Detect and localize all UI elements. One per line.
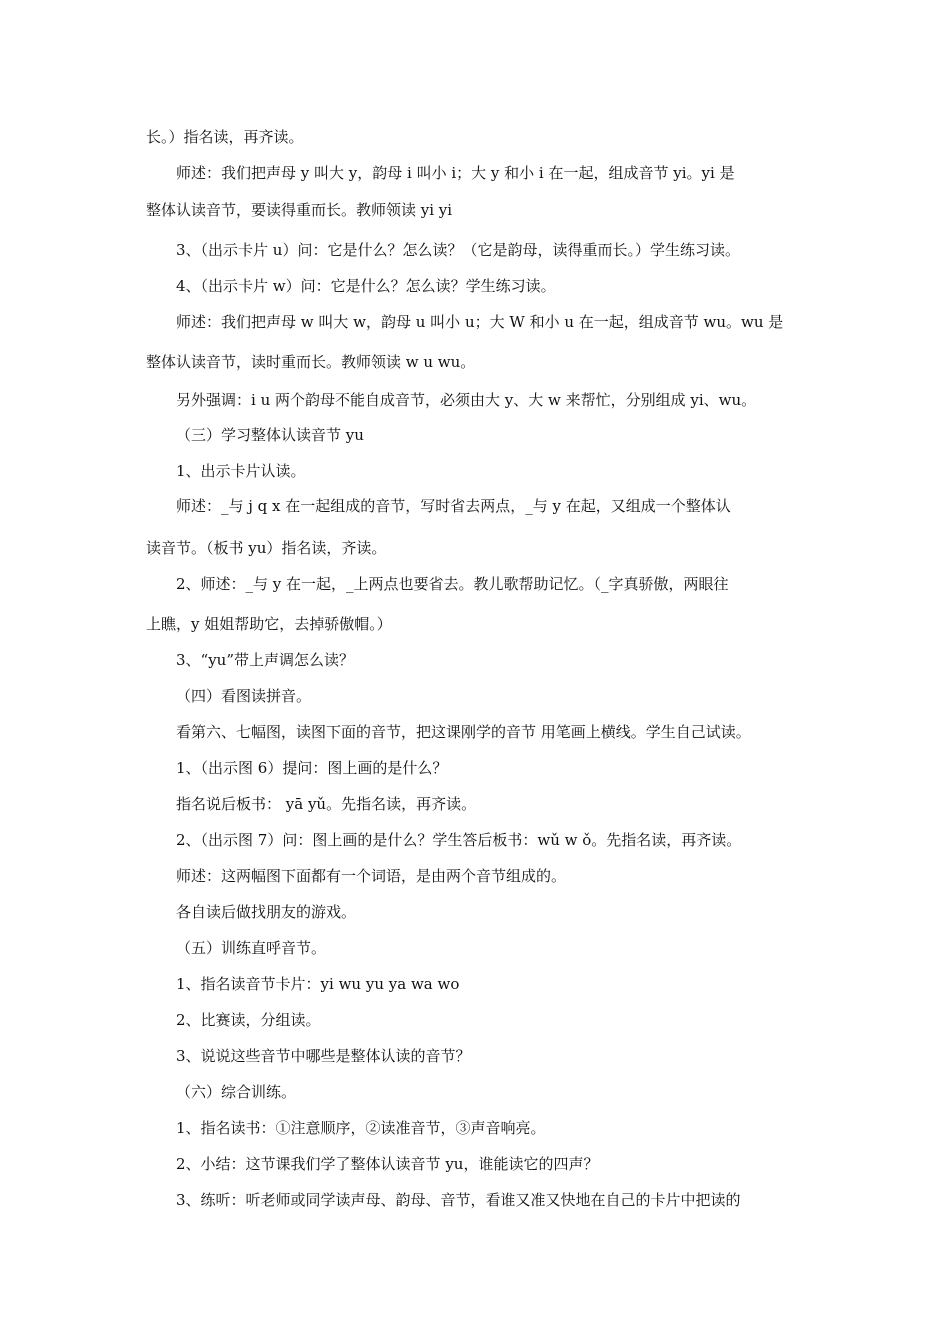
section-heading: （五）训练直呼音节。 xyxy=(176,939,327,957)
text-line: 看第六、七幅图，读图下面的音节，把这课刚学的音节 用笔画上横线。学生自己试读。 xyxy=(176,723,751,741)
text-line: 师述：这两幅图下面都有一个词语，是由两个音节组成的。 xyxy=(176,867,567,885)
text-line: 1、指名读书：①注意顺序，②读准音节，③声音响亮。 xyxy=(176,1119,546,1137)
text-line: 3、说说这些音节中哪些是整体认读的音节？ xyxy=(176,1047,471,1065)
text-line: 3、练听：听老师或同学读声母、韵母、音节，看谁又准又快地在自己的卡片中把读的 xyxy=(176,1191,741,1209)
text-line: 2、小结：这节课我们学了整体认读音节 yu，谁能读它的四声？ xyxy=(176,1155,599,1173)
text-line: 师述：_与 j q x 在一起组成的音节，写时省去两点，_与 y 在起，又组成一个整体认 xyxy=(176,497,731,515)
text-line: 1、指名读音节卡片：yi wu yu ya wa wo xyxy=(176,975,460,993)
text-line: 2、比赛读，分组读。 xyxy=(176,1011,321,1029)
text-line: 各自读后做找朋友的游戏。 xyxy=(176,903,357,921)
text-line: 师述：我们把声母 y 叫大 y，韵母 i 叫小 i；大 y 和小 i 在一起，组成音节 yi。yi 是 xyxy=(176,164,735,182)
text-line: 4、（出示卡片 w）问：它是什么？怎么读？学生练习读。 xyxy=(176,277,556,295)
text-line: 3、“yu”带上声调怎么读？ xyxy=(176,651,355,669)
text-line: 师述：我们把声母 w 叫大 w，韵母 u 叫小 u；大 W 和小 u 在一起，组成音节 wu。wu 是 xyxy=(176,313,784,331)
section-heading: （六）综合训练。 xyxy=(176,1083,297,1101)
text-line: 2、师述：_与 y 在一起，_上两点也要省去。教儿歌帮助记忆。（_字真骄傲，两眼往 xyxy=(176,575,729,593)
text-line: 长。）指名读，再齐读。 xyxy=(146,128,304,146)
section-heading: （三）学习整体认读音节 yu xyxy=(176,426,364,444)
text-line: 读音节。（板书 yu）指名读，齐读。 xyxy=(146,539,387,557)
text-line: 3、（出示卡片 u）问：它是什么？怎么读？（它是韵母，读得重而长。）学生练习读。 xyxy=(176,241,740,259)
text-line: 2、（出示图 7）问：图上画的是什么？学生答后板书：wǔ w ǒ。先指名读，再齐读。 xyxy=(176,831,742,849)
text-line: 1、（出示图 6）提问：图上画的是什么？ xyxy=(176,759,448,777)
text-line: 指名说后板书： yā yǔ。先指名读，再齐读。 xyxy=(176,795,477,813)
text-line: 整体认读音节，读时重而长。教师领读 w u wu。 xyxy=(146,353,476,371)
section-heading: （四）看图读拼音。 xyxy=(176,687,312,705)
text-line: 1、出示卡片认读。 xyxy=(176,462,306,480)
text-line: 整体认读音节，要读得重而长。教师领读 yi yi xyxy=(146,201,453,219)
text-line: 另外强调：i u 两个韵母不能自成音节，必须由大 y、大 w 来帮忙，分别组成 yi、wu。 xyxy=(176,391,757,409)
text-line: 上瞧，y 姐姐帮助它，去掉骄傲帽。） xyxy=(146,615,392,633)
